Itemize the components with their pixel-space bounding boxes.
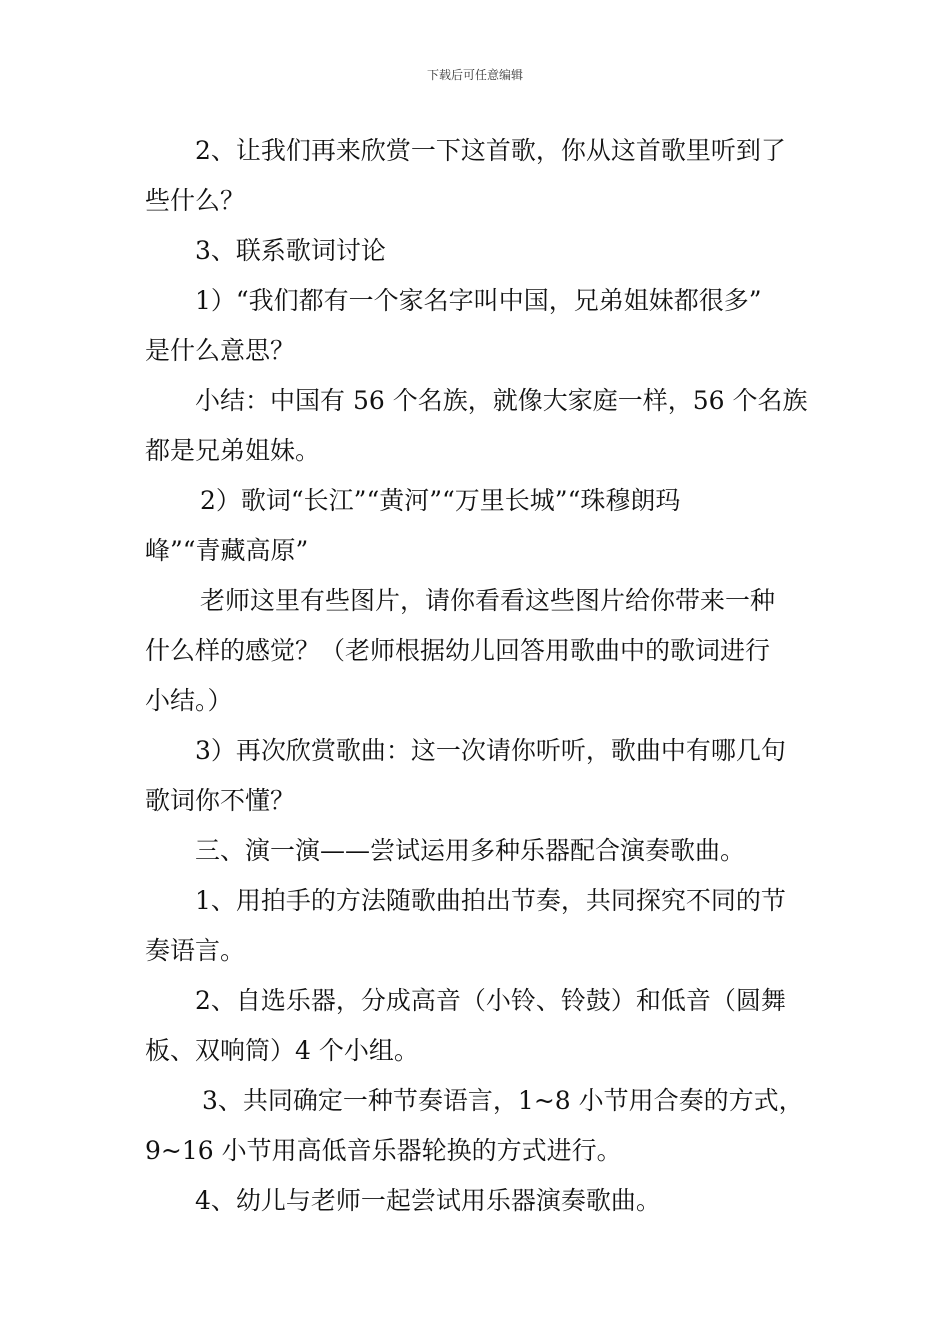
text-line: 9~16 小节用高低音乐器轮换的方式进行。 (145, 1136, 622, 1165)
text-line: 2、让我们再来欣赏一下这首歌，你从这首歌里听到了 (195, 136, 786, 165)
text-line: 都是兄弟姐妹。 (145, 436, 321, 465)
text-line: 4、幼儿与老师一起尝试用乐器演奏歌曲。 (195, 1186, 661, 1215)
text-line: 些什么？ (145, 186, 246, 215)
document-body (145, 126, 817, 1226)
text-line: 板、双响筒）4 个小组。 (145, 1036, 419, 1065)
text-line: 1）“我们都有一个家名字叫中国，兄弟姐妹都很多” (195, 286, 762, 315)
text-line: 小结。） (145, 686, 233, 715)
text-line: 小结：中国有 56 个名族，就像大家庭一样，56 个名族 (195, 386, 808, 415)
text-line: 3、联系歌词讨论 (195, 236, 386, 265)
text-line: 三、演一演——尝试运用多种乐器配合演奏歌曲。 (195, 836, 746, 865)
text-line: 奏语言。 (145, 936, 246, 965)
page-header: 下载后可任意编辑 (426, 68, 523, 82)
text-line: 老师这里有些图片，请你看看这些图片给你带来一种 (200, 586, 776, 615)
text-line: 歌词你不懂？ (145, 786, 296, 815)
text-line: 什么样的感觉？（老师根据幼儿回答用歌曲中的歌词进行 (145, 636, 771, 665)
text-line: 是什么意思？ (145, 336, 296, 365)
text-line: 2、自选乐器，分成高音（小铃、铃鼓）和低音（圆舞 (195, 986, 786, 1015)
text-line: 1、用拍手的方法随歌曲拍出节奏，共同探究不同的节 (195, 886, 786, 915)
text-line: 3、共同确定一种节奏语言，1~8 小节用合奏的方式， (202, 1086, 804, 1115)
text-line: 2）歌词“长江”“黄河”“万里长城”“珠穆朗玛 (200, 486, 681, 515)
text-line: 峰”“青藏高原” (145, 536, 309, 565)
text-line: 3）再次欣赏歌曲：这一次请你听听，歌曲中有哪几句 (195, 736, 786, 765)
